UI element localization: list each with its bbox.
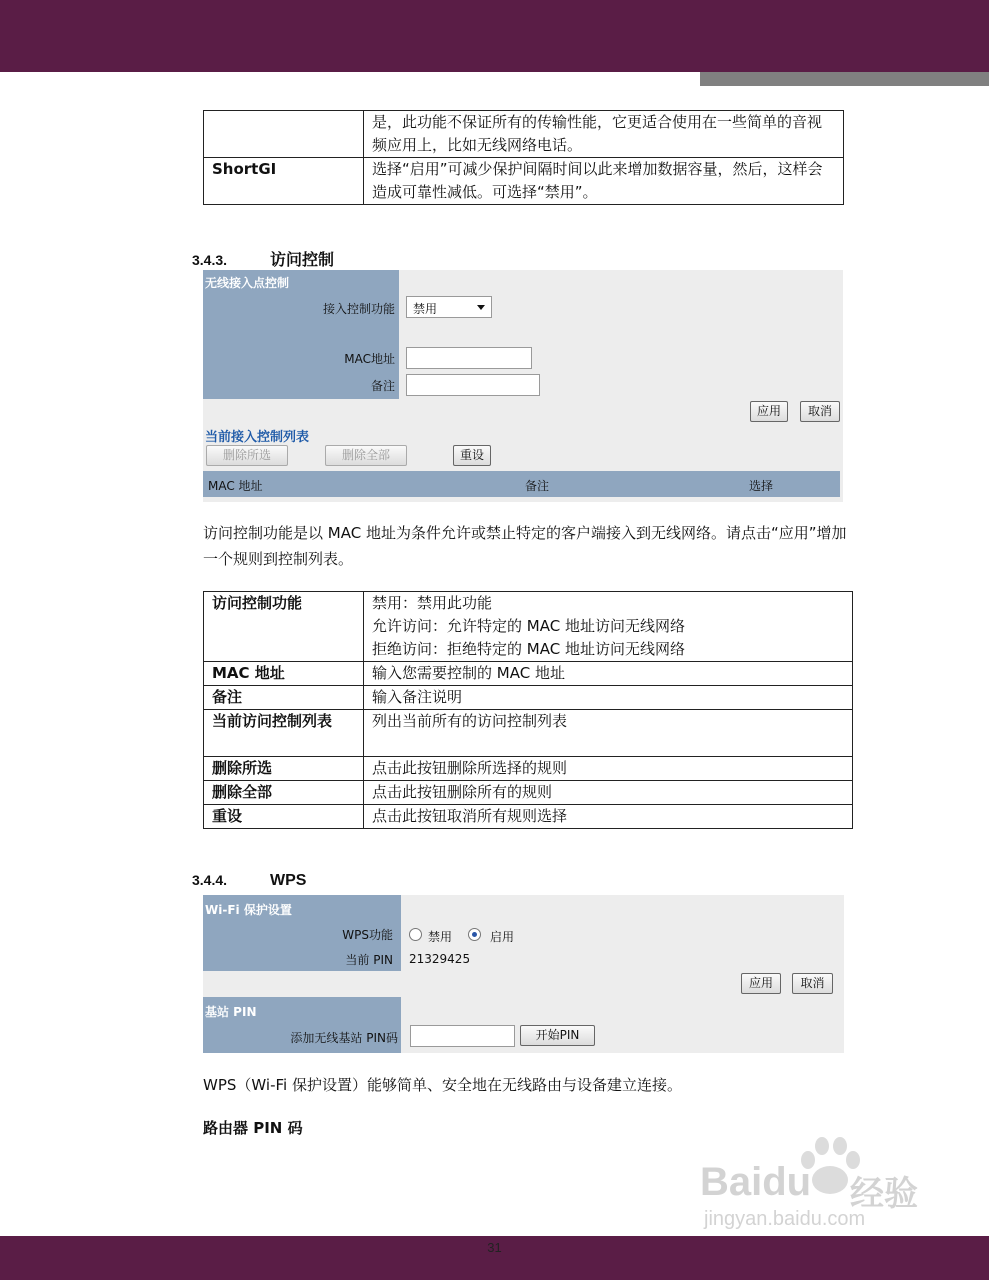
function-select[interactable] [406,296,492,318]
section-title: 访问控制 [270,252,335,269]
table-row [204,686,853,710]
apply-button[interactable]: 应用 [750,401,788,422]
table-key: 删除全部 [204,781,364,805]
table-value: 点击此按钮删除所有的规则 [364,781,853,805]
wps-cancel-button[interactable]: 取消 [792,973,833,994]
table-row [204,111,844,158]
wps-apply-button[interactable]: 应用 [741,973,781,994]
table-row [204,805,853,829]
reset-button[interactable]: 重设 [453,445,491,466]
delete-selected-button[interactable]: 删除所选 [206,445,288,466]
station-pin-input[interactable] [410,1025,515,1047]
wps-enable-radio[interactable] [468,928,481,941]
function-select-value: 禁用 [413,302,438,316]
table-line: 禁用：禁用此功能 [372,594,493,612]
note-input[interactable] [406,374,540,396]
panel-title: 无线接入点控制 [205,276,290,290]
delete-all-button[interactable]: 删除全部 [325,445,407,466]
access-control-panel [203,270,843,502]
note-label: 备注 [370,379,395,393]
table-key: 删除所选 [204,757,364,781]
table-row [204,781,853,805]
start-pin-button[interactable]: 开始PIN [520,1025,595,1046]
column-select: 选择 [749,479,774,493]
table-value: 点击此按钮删除所选择的规则 [364,757,853,781]
wps-description: WPS（Wi-Fi 保护设置）能够简单、安全地在无线路由与设备建立连接。 [203,1076,682,1094]
column-note: 备注 [525,479,550,493]
access-description: 访问控制功能是以 MAC 地址为条件允许或禁止特定的客户端接入到无线网络。请点击“应用”增加一个规则到控制列表。 [203,524,847,568]
wps-disable-radio[interactable] [409,928,422,941]
wps-panel [203,895,844,1053]
mac-label: MAC地址 [344,352,395,366]
wps-label: WPS功能 [342,928,393,942]
table-line: 允许访问：允许特定的 MAC 地址访问无线网络 [372,617,685,635]
watermark-cn: 经验 [850,1175,918,1213]
table-row [204,757,853,781]
list-title: 当前接入控制列表 [205,430,310,445]
column-mac: MAC 地址 [208,479,263,493]
header-divider [0,72,700,86]
table-key: 重设 [204,805,364,829]
table-value: 点击此按钮取消所有规则选择 [364,805,853,829]
function-label: 接入控制功能 [322,302,395,316]
table-row [204,592,853,662]
watermark-url: jingyan.baidu.com [704,1208,866,1230]
add-station-label: 添加无线基站 PIN码 [290,1031,398,1045]
table-value [364,592,853,662]
wps-enable-label: 启用 [490,930,515,944]
access-fields-table [203,591,853,829]
section-number: 3.4.4. [192,872,228,888]
shortgi-table [203,110,844,205]
pin-label: 当前 PIN [345,953,393,967]
table-key: 当前访问控制列表 [204,710,364,757]
table-key [204,111,364,158]
cancel-button[interactable]: 取消 [800,401,840,422]
table-value: 列出当前所有的访问控制列表 [364,710,853,757]
section-heading-344 [192,872,306,890]
table-key: 访问控制功能 [204,592,364,662]
table-value: 输入备注说明 [364,686,853,710]
header-band [0,0,989,72]
table-value: 是，此功能不保证所有的传输性能，它更适合使用在一些简单的音视频应用上，比如无线网络电话。 [364,111,844,158]
table-row [204,710,853,757]
table-key: MAC 地址 [204,662,364,686]
watermark-brand: Baidu [700,1160,812,1204]
pin-value: 21329425 [409,952,471,966]
page-number: 31 [487,1240,502,1255]
baidu-watermark [700,1130,940,1230]
mac-input[interactable] [406,347,532,369]
router-pin-heading: 路由器 PIN 码 [203,1119,303,1137]
header-accent-bar [700,72,989,86]
section-heading-343 [192,247,334,270]
section-title: WPS [270,872,307,889]
chevron-down-icon [477,305,485,310]
panel-title: Wi-Fi 保护设置 [205,903,292,917]
table-row [204,662,853,686]
table-value: 选择“启用”可减少保护间隔时间以此来增加数据容量，然后，这样会造成可靠性减低。可选择“禁用”。 [364,158,844,205]
table-line: 拒绝访问：拒绝特定的 MAC 地址访问无线网络 [372,640,685,658]
table-key: ShortGI [204,158,364,205]
list-header [203,471,840,497]
table-value: 输入您需要控制的 MAC 地址 [364,662,853,686]
table-key: 备注 [204,686,364,710]
wps-disable-label: 禁用 [428,930,453,944]
section-number: 3.4.3. [192,252,228,268]
station-title: 基站 PIN [205,1005,257,1019]
table-row [204,158,844,205]
